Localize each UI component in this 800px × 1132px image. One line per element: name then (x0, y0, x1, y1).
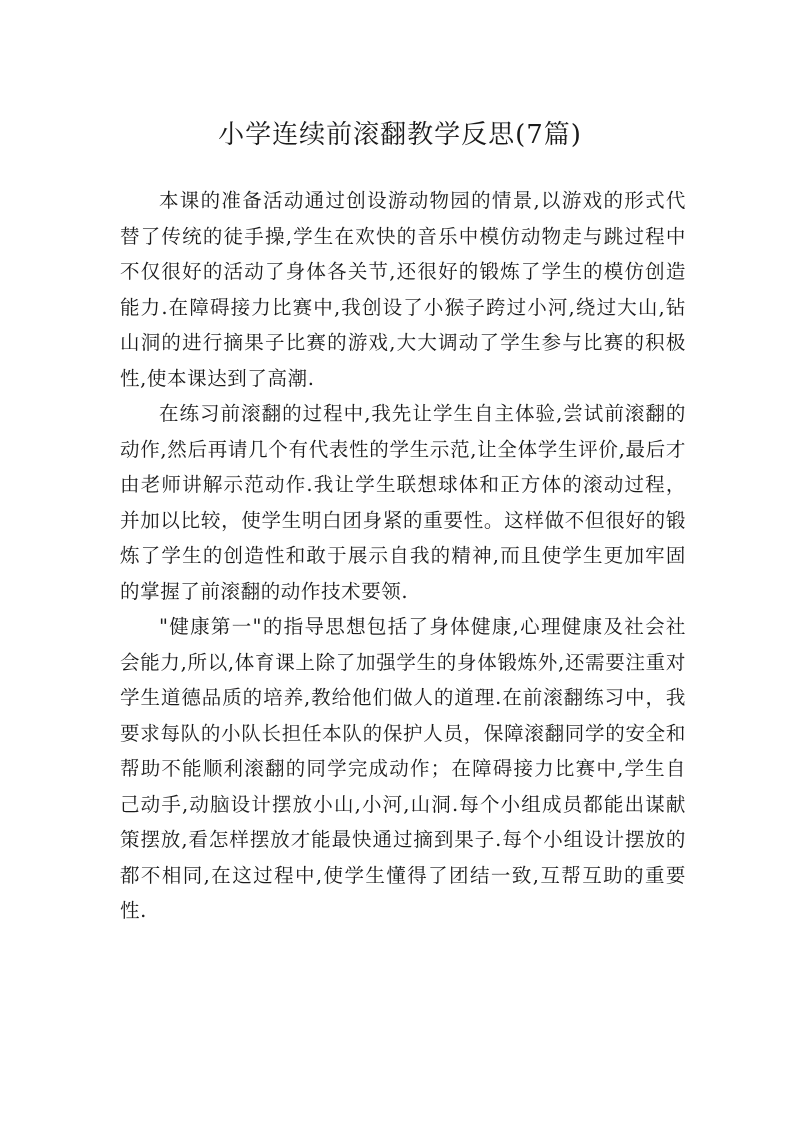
paragraph-1: 本课的准备活动通过创设游动物园的情景,以游戏的形式代替了传统的徒手操,学生在欢快的音乐中模仿动物走与跳过程中不仅很好的活动了身体各关节,还很好的锻炼了学生的模仿创造能力.在障碍接力比赛中,我创设了小猴子跨过小河,绕过大山,钻山洞的进行摘果子比赛的游戏,大大调动了学生参与比赛的积极性,使本课达到了高潮. (120, 189, 686, 390)
paragraph-3: "健康第一"的指导思想包括了身体健康,心理健康及社会社会能力,所以,体育课上除了加强学生的身体锻炼外,还需要注重对学生道德品质的培养,教给他们做人的道理.在前滚翻练习中，我要求每队的小队长担任本队的保护人员，保障滚翻同学的安全和帮助不能顺利滚翻的同学完成动作；在障碍接力比赛中,学生自己动手,动脑设计摆放小山,小河,山洞.每个小组成员都能出谋献策摆放,看怎样摆放才能最快通过摘到果子.每个小组设计摆放的都不相同,在这过程中,使学生懂得了团结一致,互帮互助的重要性. (120, 615, 686, 922)
document-title: 小学连续前滚翻教学反思(7篇) (218, 120, 582, 151)
paragraph-2: 在练习前滚翻的过程中,我先让学生自主体验,尝试前滚翻的动作,然后再请几个有代表性的学生示范,让全体学生评价,最后才由老师讲解示范动作.我让学生联想球体和正方体的滚动过程，并加以比较，使学生明白团身紧的重要性。这样做不但很好的锻炼了学生的创造性和敢于展示自我的精神,而且使学生更加牢固的掌握了前滚翻的动作技术要领. (120, 402, 686, 603)
document-body (120, 183, 686, 929)
